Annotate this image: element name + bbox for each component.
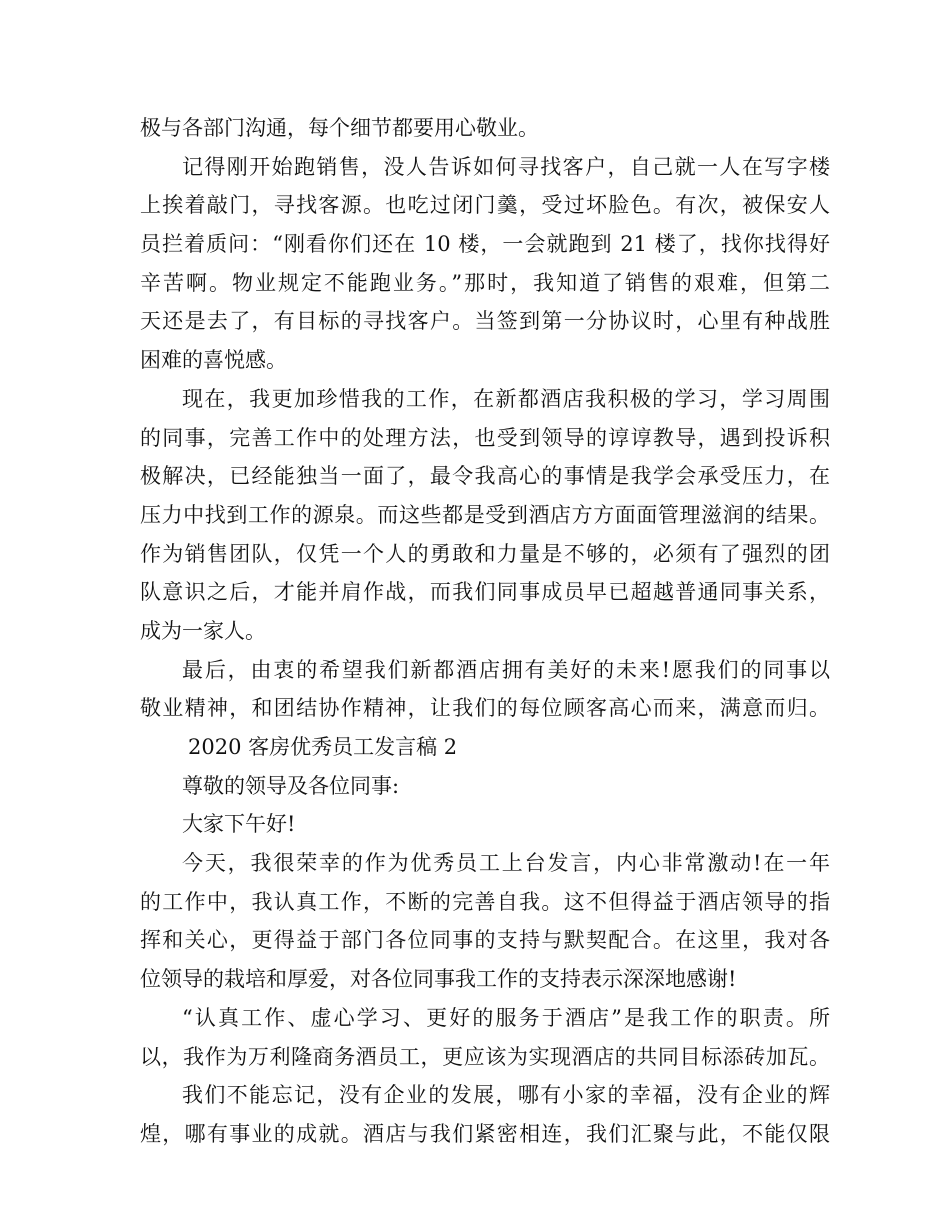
document-body [140,109,830,1154]
paragraph-line: 以，我作为万利隆商务酒员工，更应该为实现酒店的共同目标添砖加瓦。 [140,1044,830,1069]
paragraph-line: 成为一家人。 [140,618,266,643]
paragraph-line: 员拦着质问：“刚看你们还在 10 楼，一会就跑到 21 楼了，找你找得好 [140,232,830,257]
section-heading: 2020 客房优秀员工发言稿 2 [188,735,458,759]
paragraph-line: 上挨着敲门，寻找客源。也吃过闭门羹，受过坏脸色。有次，被保安人 [140,193,830,218]
paragraph-line: 今天，我很荣幸的作为优秀员工上台发言，内心非常激动!在一年 [182,851,830,876]
paragraph-line: 天还是去了，有目标的寻找客户。当签到第一分协议时，心里有种战胜 [140,309,830,334]
paragraph-line: 位领导的栽培和厚爱，对各位同事我工作的支持表示深深地感谢! [140,967,737,992]
paragraph-line: 敬业精神，和团结协作精神，让我们的每位顾客高心而来，满意而归。 [140,696,830,721]
paragraph-line: 挥和关心，更得益于部门各位同事的支持与默契配合。在这里，我对各 [140,928,830,953]
paragraph-line: 极与各部门沟通，每个细节都要用心敬业。 [140,116,539,140]
paragraph-line: 压力中找到工作的源泉。而这些都是受到酒店方方面面管理滋润的结果。 [140,502,830,527]
paragraph-line: 现在，我更加珍惜我的工作，在新都酒店我积极的学习，学习周围 [182,386,830,411]
paragraph-line: 我们不能忘记，没有企业的发展，哪有小家的幸福，没有企业的辉 [182,1083,830,1108]
paragraph-line: “认真工作、虚心学习、更好的服务于酒店”是我工作的职责。所 [182,1005,830,1030]
paragraph-line: 的工作中，我认真工作，不断的完善自我。这不但得益于酒店领导的指 [140,889,830,914]
paragraph-line: 辛苦啊。物业规定不能跑业务。”那时，我知道了销售的艰难，但第二 [140,270,830,295]
paragraph-line: 极解决，已经能独当一面了，最令我高心的事情是我学会承受压力，在 [140,464,830,489]
salutation-line: 尊敬的领导及各位同事: [182,773,400,798]
paragraph-line: 最后，由衷的希望我们新都酒店拥有美好的未来!愿我们的同事以 [182,657,830,682]
greeting-line: 大家下午好! [182,812,296,837]
paragraph-line: 困难的喜悦感。 [140,348,287,373]
paragraph-line: 煌，哪有事业的成就。酒店与我们紧密相连，我们汇聚与此，不能仅限 [140,1121,830,1146]
paragraph-line: 记得刚开始跑销售，没人告诉如何寻找客户，自己就一人在写字楼 [182,154,830,179]
paragraph-line: 作为销售团队，仅凭一个人的勇敢和力量是不够的，必须有了强烈的团 [140,541,830,566]
paragraph-line: 的同事，完善工作中的处理方法，也受到领导的谆谆教导，遇到投诉积 [140,425,830,450]
paragraph-line: 队意识之后，才能并肩作战，而我们同事成员早已超越普通同事关系， [140,580,830,605]
